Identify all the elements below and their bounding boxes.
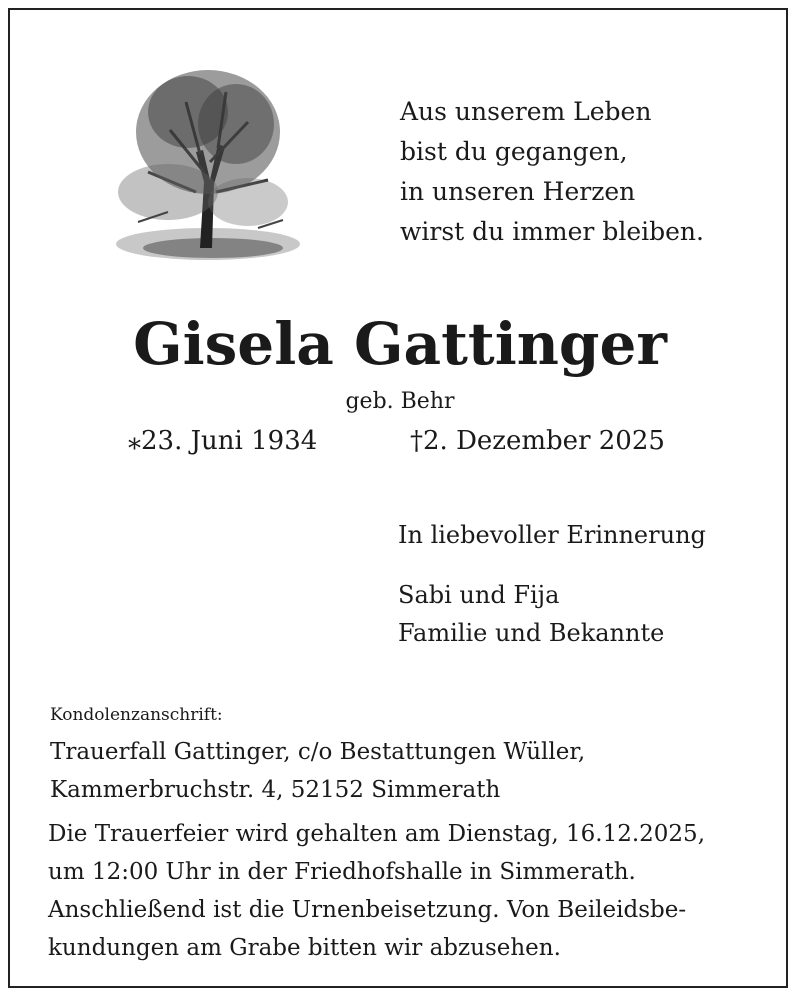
- service-line: kundungen am Grabe bitten wir abzusehen.: [48, 935, 561, 961]
- condolence-address: [50, 733, 585, 809]
- mourner-line: Familie und Bekannte: [398, 619, 665, 647]
- condolence-label: Kondolenzanschrift:: [50, 705, 223, 725]
- address-line: Kammerbruchstr. 4, 52152 Simmerath: [50, 777, 501, 803]
- death-date: †2. Dezember 2025: [410, 426, 665, 456]
- service-info: [48, 815, 705, 967]
- verse-line: in unseren Herzen: [400, 177, 636, 206]
- mourners: [398, 576, 664, 652]
- tree-icon: [108, 52, 303, 274]
- address-line: Trauerfall Gattinger, c/o Bestattungen Wüller,: [50, 739, 586, 765]
- deceased-name: Gisela Gattinger: [133, 310, 667, 378]
- birth-date: ⁎23. Juni 1934: [128, 426, 318, 456]
- service-line: Anschließend ist die Urnenbeisetzung. Von Beileidsbe-: [48, 897, 687, 923]
- maiden-name: geb. Behr: [345, 389, 455, 414]
- verse-line: Aus unserem Leben: [400, 97, 652, 126]
- memorial-line: In liebevoller Erinnerung: [398, 521, 706, 549]
- mourner-line: Sabi und Fija: [398, 581, 560, 609]
- verse: [400, 92, 704, 252]
- service-line: um 12:00 Uhr in der Friedhofshalle in Simmerath.: [48, 859, 636, 885]
- service-line: Die Trauerfeier wird gehalten am Dienstag, 16.12.2025,: [48, 821, 706, 847]
- verse-line: wirst du immer bleiben.: [400, 217, 704, 246]
- verse-line: bist du gegangen,: [400, 137, 628, 166]
